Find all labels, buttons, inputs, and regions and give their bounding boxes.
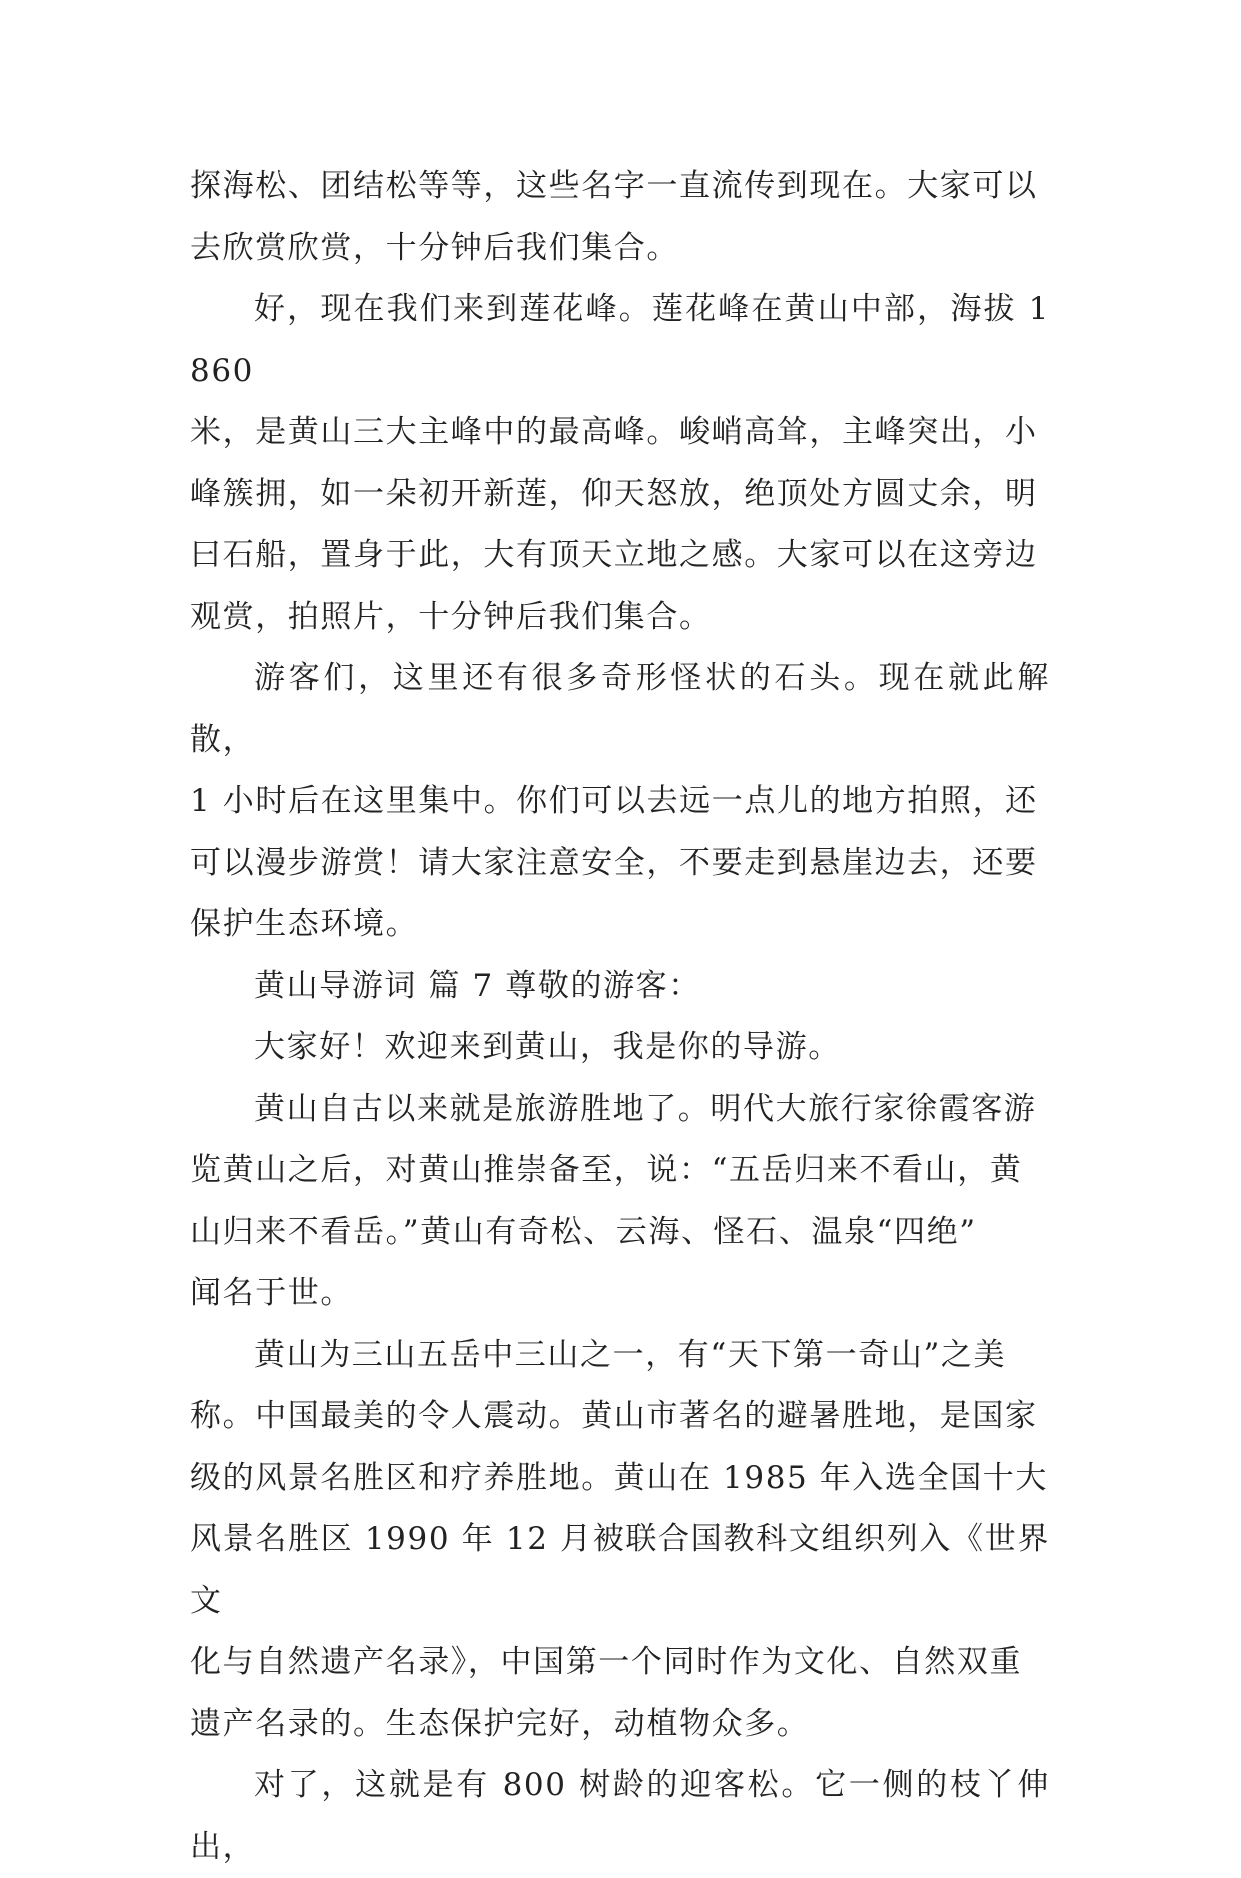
paragraph-1	[190, 156, 1050, 279]
text-line: 游客们，这里还有很多奇形怪状的石头。现在就此解散，	[190, 660, 1050, 758]
text-line: 风景名胜区 1990 年 12 月被联合国教科文组织列入《世界文	[190, 1521, 1050, 1619]
paragraph-3	[190, 648, 1050, 956]
text-line: 黄山自古以来就是旅游胜地了。明代大旅行家徐霞客游	[254, 1090, 1037, 1127]
text-line: 化与自然遗产名录》，中国第一个同时作为文化、自然双重	[190, 1644, 1023, 1680]
text-line: 大家好！欢迎来到黄山，我是你的导游。	[254, 1029, 841, 1065]
text-line: 峰簇拥，如一朵初开新莲，仰天怒放，绝顶处方圆丈余，明	[190, 475, 1038, 512]
text-line: 对了，这就是有 800 树龄的迎客松。它一侧的枝丫伸出，	[190, 1767, 1050, 1865]
text-line: 级的风景名胜区和疗养胜地。黄山在 1985 年入选全国十大	[190, 1459, 1048, 1496]
text-line: 山归来不看岳。”黄山有奇松、云海、怪石、温泉“四绝”	[190, 1213, 977, 1250]
text-line: 好，现在我们来到莲花峰。莲花峰在黄山中部，海拔 1860	[190, 291, 1050, 389]
text-line: 称。中国最美的令人震动。黄山市著名的避暑胜地，是国家	[190, 1398, 1038, 1434]
paragraph-5	[190, 1325, 1050, 1756]
text-line: 黄山导游词 篇 7 尊敬的游客：	[254, 967, 701, 1004]
paragraph-4	[190, 1079, 1050, 1325]
text-line: 观赏，拍照片，十分钟后我们集合。	[190, 598, 712, 635]
text-line: 探海松、团结松等等，这些名字一直流传到现在。大家可以	[190, 168, 1038, 204]
paragraph-greeting	[190, 1017, 1050, 1079]
text-line: 去欣赏欣赏，十分钟后我们集合。	[190, 229, 679, 266]
text-line: 遗产名录的。生态保护完好，动植物众多。	[190, 1705, 810, 1742]
text-line: 曰石船，置身于此，大有顶天立地之感。大家可以在这旁边	[190, 537, 1038, 573]
text-line: 可以漫步游赏！请大家注意安全，不要走到悬崖边去，还要	[190, 844, 1038, 881]
text-line: 闻名于世。	[190, 1275, 353, 1311]
text-line: 黄山为三山五岳中三山之一，有“天下第一奇山”之美	[254, 1336, 1007, 1373]
text-line: 1 小时后在这里集中。你们可以去远一点儿的地方拍照，还	[190, 783, 1038, 819]
paragraph-heading	[190, 956, 1050, 1018]
document-body	[190, 156, 1050, 1878]
text-line: 览黄山之后，对黄山推崇备至，说：“五岳归来不看山，黄	[190, 1152, 1023, 1188]
text-line: 保护生态环境。	[190, 906, 419, 942]
text-line: 米，是黄山三大主峰中的最高峰。峻峭高耸，主峰突出，小	[190, 414, 1038, 450]
paragraph-2	[190, 279, 1050, 648]
paragraph-6	[190, 1755, 1050, 1878]
